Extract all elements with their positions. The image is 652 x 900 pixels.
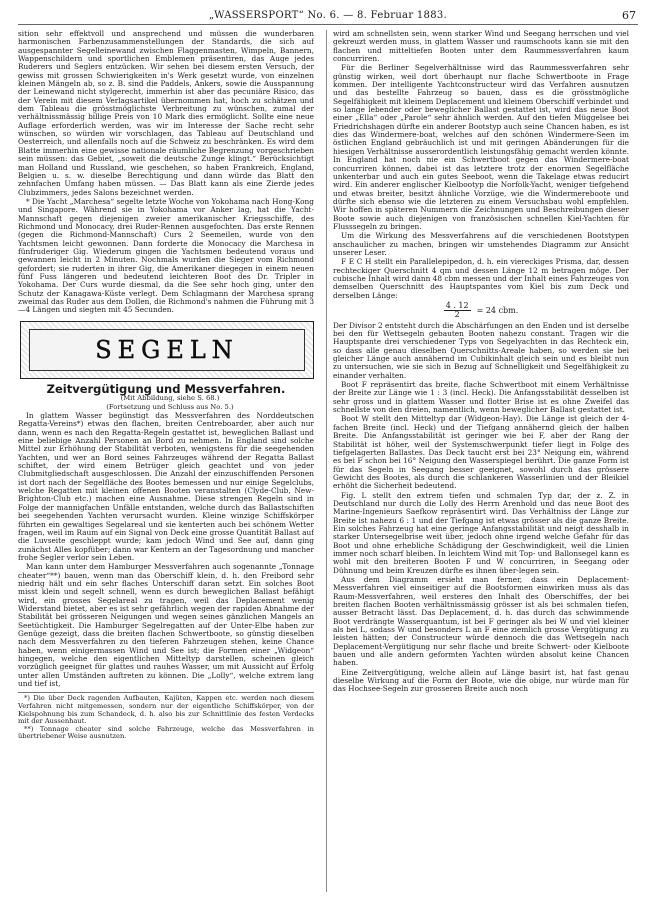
denominator: 2 [454,310,460,320]
paragraph: Aus dem Diagramm ersieht man ferner, dass ein Deplacement-Messverfahren viel einseitiger auf die Bootsformen einwirken muss als das Raum-Messverfahren, weil ersteres den Inhalt des Oberschiffes, der bei breiten flachen Booten verhältnissmässig grösser ist als bei schmalen tiefen, ausser Betracht lässt. Das Deplacement, d. h. das durch das schwimmende Boot verdrängte Wasserquantum, ist bei F geringer als bei W und viel kleiner als bei L, sodass W und besonders L an F eine ziemlich grosse Vergütigung zu leisten hätten; der Constructeur würde dennoch die das Wettsegeln nach Deplacement-Vergütigung nur sehr flache und breite Schwert- oder Kielboote bauen und alle andern geformten Yachten würden absolut keine Chancen haben. [333,575,629,668]
paragraph: * Die Yacht „Marchesa“ segelte letzte Woche von Yokohama nach Hong-Kong und Singapore. Während sie in Yokohama vor Anker lag, hat die Yacht-Mannschaft gegen diejenigen zweier amerikanischer Kriegsschiffe, des Richmond und Monocacy, drei Ruder-Rennen ausgefochten. Das erste Rennen (gegen die Richmond-Mannschaft) Curs 2 Seemeilen, wurde von den Yachtsmen leicht gewonnen. Dann forderte die Monocacy die Marchesa in fünfruderiger Gig. Wiederum gingen die Yachtsmen bedeutend voraus und gewannen leicht in 2 Minuten. Nochmals wurden die Sieger vom Richmond gefordert; sie ruderten in ihrer Gig, die Amerikaner diegegen in einem neuen fünf Fuss längeren und bedeutend leichteren Boot des Dr. Tripler in Yokohama. Der Curs wurde diesmal, da die See sehr hoch ging, unter den Schutz der Kanagawa-Küste verlegt. Dem Schlagmann der Marchesa sprang zweimal das Ruder aus dem Dollen, die Richmond's nahmen die Führung mit 3—4 Längen und siegten mit 45 Secunden. [18,196,314,315]
paragraph: F E C H stellt ein Parallelepipedon, d. h. ein viereckiges Prisma, dar, dessen rechteckiger Querschnitt 4 qm und dessen Länge 12 m betragen möge. Der cubische Inhalt wird dann 48 cbm messen und der Inhalt eines Fahrzeuges von demselben Querschnitt des Hauptspantes vom Kiel bis zum Deck und derselben Länge: [333,257,629,300]
section-title: SEGELN [95,335,239,364]
article-subtitle: (Mit Abbildung, siehe S. 68.) [120,394,220,403]
banner-frame [29,329,305,371]
article-title: Zeitvergütigung und Messverfahren. [46,381,286,396]
paragraph: Fig. L stellt den extrem tiefen und schmalen Typ dar, der z. Z. in Deutschland nur durch die Lolly des Herrn Arenhold und das neue Boot des Marine-Ingenieurs Saefkow repräsentirt wird. Das Verhältniss der Länge zur Breite ist nahezu 6 : 1 und der Tiefgang ist etwas grösser als die ganze Breite. Ein solches Fahrzeug hat eine geringe Anfangsstabilität und neigt desshalb in starker Untersegelbrise weit über, jedoch ohne irgend welche Gefahr für das Boot und ohne erhebliche Schädigung der Geschwindigkeit, weil die Linien immer noch scharf bleiben. In leichtem Wind mit Top- und Ballonsegel kann es wohl mit den breiteren Booten F und W concurriren, in Seegang oder Dühnung und beim Kreuzen dürfte es ihnen über-legen sein. [333,490,629,575]
section-banner [20,321,314,379]
paragraph: Man kann unter dem Hamburger Messverfahren auch sogenannte „Tonnage cheater“**) bauen, wenn man das Oberschiff klein, d. h. den Freibord sehr niedrig hält und ein sehr flaches Unterschiff daran setzt. Ein solches Boot misst klein und segelt schnell, wenn es durch beweglichen Ballast befähigt wird, ein grosses Segelareal zu tragen, weil das Deplacement wenig Widerstand bietet, aber es ist sehr gefährlich wegen der rapiden Abnahme der Stabilität bei grösseren Neigungen und wegen seines gänzlichen Mangels an Seetüchtigkeit. Die Hamburger Segelregatten auf der Unter-Elbe haben zur Genüge gezeigt, dass die breiten flachen Schwertboote, so günstig dieselben nach dem Messverfahren zu den tieferen Fahrzeugen stehen, keine Chance haben, wenn einigermassen Wind und See ist; die Formen einer „Widgeon“ hingegen, welche den eigentlichen Mitteltyp darstellen, scheinen gleich vorzüglich geeignet für glattes und rauhes Wasser, um mit Aussicht auf Erfolg unter allen Umständen auftreten zu können. Die „Lolly“, welche extrem lang und tief ist, [18,562,314,689]
fraction [444,302,471,320]
article-continuation: (Fortsetzung und Schluss aus No. 5.) [106,403,234,412]
paragraph: sition sehr effektvoll und ansprechend und müssen die wunderbaren harmonischen Farbenzusammenstellungen der Standards, die sich auf ausgespannter Segelleinewand zwischen Flaggenmasten, Wimpeln, Bannern, Wappenschildern und sportlichen Emblemen präsentiren, das Auge jedes Ruderers und Seglers entzücken. Wir sehen bei diesem ersten Versuch, der gewiss mit grossen Schwierigkeiten in's Werk gesetzt wurde, von einzelnen kleinen Mängeln ab, so z. B. sind die Paddels, Ankers, sowie die Ausspannung der Leinewand nicht stylgerecht, immerhin ist aber das pecuniäre Risico, das der Verein mit diesem Verlagsartikel übernommen hat, hoch zu schätzen und dem Tableau die grösstmöglichste Verbreitung zu wünschen, zumal der verhältnissmässig billige Preis von 10 Mark dies ermöglicht. Sollte eine neue Auflage erforderlich werden, was wir im Interesse der Sache recht sehr wünschen, so würden wir vorschlagen, das Tableau auf Deutschland und Oesterreich, und allenfalls noch auf die Schweiz zu beschränken. Es wird dem Blatte immerhin eine gewisse nationale räumliche Begrenzung vorgeschrieben sein müssen: das Gebiet, „soweit die deutsche Zunge klingt.“ Berücksichtigt man Holland und Russland, wie geschehen, so haben Frankreich, England, Belgien u. s. w. dieselbe Berechtigung und dann würde das Blatt den zehnfachen Umfang haben müssen. — Das Blatt kann als eine Zierde jedes Clubzimmers, jedes Salons bezeichnet werden. [18,30,314,197]
running-head: „WASSERSPORT“ No. 6. — 8. Februar 1883. [208,10,448,21]
column-divider [326,30,327,892]
formula [333,302,629,320]
paragraph: Boot F repräsentirt das breite, flache Schwertboot mit einem Verhältnisse der Breite zur Länge wie 1 : 3 (incl. Heck). Die Anfangsstabilität desselben ist sehr gross und in glattem Wasser und flotter Brise ist es ohne Zweifel das schnellste von den dreien, namentlich, wenn beweglicher Ballast gestattet ist. [333,380,629,415]
paragraph: Boot W stellt den Mitteltyp dar (Widgeon-Hay). Die Länge ist gleich der 4-fachen Breite (incl. Heck) und der Tiefgang annähernd gleich der halben Breite. Die Anfangsstabilität ist geringer wie bei F, aber der Rang der Stabilität ist höher, weil der Systemschwerpunkt tiefer liegt in Folge des tiefgelagerten Ballastes. Das Deck taucht erst bei 23° Neigung ein, während es bei F schon bei 16° Neigung den Wasserspiegel berührt. Die ganze Form ist für das Segeln in Seegang besser geeignet, sowohl durch das grössere Gewicht des Bootes, als durch die schlankeren Wasserlinien und der Bleikiel erhöht die Sicherheit bedeutend. [333,414,629,491]
footnote: *) Die über Deck ragenden Aufbauten, Kajüten, Kappen etc. werden nach diesem Verfahren nicht mitgemessen, sondern nur der eigentliche Schiffskörper, von der Kielspohnung bis zum Schandeck, d. h. also bis zur Schnittlinie des festen Verdecks mit der Aussenhaut. [18,694,314,726]
footnote: **) Tonnage cheater sind solche Fahrzeuge, welche das Messverfahren in übertriebener Weise ausnutzen. [18,724,314,741]
formula-result: = 24 cbm. [476,305,519,315]
numerator: 4 . 12 [445,301,469,310]
right-column [333,30,629,892]
paragraph: Der Divisor 2 entsteht durch die Abschärfungen an den Enden und ist derselbe bei den für Wettsegeln gebauten Booten nahezu constant. Tragen wir die Hauptspante drei verschiedener Typs von Segelyachten in das Rechteck ein, so dass alle genau dieselben Querschnitts-Areale haben, so werden sie bei gleicher Länge auch annähernd im Cubikinhalt gleich sein und es bleibt nun zu untersuchen, wie sie sich in Bezug auf Schnelligkeit und Segelfähigkeit zu einander verhalten. [333,320,629,380]
footnotes [18,692,314,741]
paragraph: In glattem Wasser begünstigt das Messverfahren des Norddeutschen Regatta-Vereins*) etwas den flachen, breiten Centreboarder, aber auch nur dann, wenn es nach den Regatta-Regeln gestattet ist, beweglichen Ballast und eine beliebige Anzahl Personen an Bord zu nehmen. In England sind solche Mittel zur Erhöhung der Stabilität verboten, wenigstens für die seegehenden Yachten, und wer an Bord seines Fahrzeuges während der Regatta Ballast schiftet, der wird einem Betrüger gleich geachtet und von jeder Clubmitgliedschaft ausgeschlossen. Die Anzahl der einzuschiffenden Personen ist dort nach der Segelfläche des Bootes bemessen und nur einige Segelclubs, welche Regatten mit kleinen offenen Booten veranstalten (Clyde-Club, New-Brighton-Club etc.) machen eine Ausnahme. Diese strengen Regeln sind in Folge der mannigfachen Unfälle entstanden, welche durch das Ballastschiften bei seegehenden Yachten verursacht wurden. Kleine winzige Schiffskörper führten ein gewaltiges Segelareal und sie kenterten auch bei schönem Wetter fragen, weil im Raum auf ein Signal von Deck eine grosse Quantität Ballast auf die Luvseite geschleppt wurde; kam jedoch Wind und See auf, dann ging zunächst Alles kopfüber; dann war Kentern an der Tagesordnung und mancher frohe Segler verlor sein Leben. [18,411,314,562]
left-column [18,30,314,892]
paragraph: wird am schnellsten sein, wenn starker Wind und Seegang herrschen und viel gekreuzt werden muss, in glattem Wasser und raumschoots kann sie mit den flachen und mitteltiefen Booten unter dem Raummessverfahren kaum concurriren. [333,30,629,64]
paragraph: Um die Wirkung des Messverfahrens auf die verschiedenen Bootstypen anschaulicher zu machen, bringen wir umstehendes Diagramm zur Ansicht unserer Leser. [333,231,629,257]
page-number: 67 [622,9,636,22]
page-header [18,10,638,25]
paragraph: Eine Zeitvergütigung, welche allein auf Länge basirt ist, hat fast genau dieselbe Wirkung auf die Form der Boote, wie die obige, nur würde man für das Hochsee-Segeln zur grosseren Breite auch noch [333,667,629,694]
paragraph: Für die Berliner Segelverhältnisse wird das Raummessverfahren sehr günstig wirken, weil dort überhaupt nur flache Schwertboote in Frage kommen. Der intelligente Yachtconstructeur wird das Verfahren ausnutzen und das bestellte Fahrzeug so bauen, dass es die grösstmögliche Segelfähigkeit mit kleinem Deplacement und kleinem Oberschiff verbindet und so lange lebender oder beweglicher Ballast gestattet ist, wird das neue Boot einer „Ella“ oder „Parole“ sehr ähnlich werden. Auf den tiefen Müggelsee bei Friedrichshagen dürfte ein anderer Bootstyp auch seine Chancen haben, es ist dies das Windermere-boat, welches auf den schönen Windermere-Seen im östlichen England gebräuchlich ist und mit geringen Abänderungen für die hiesigen Verhältnisse ausserordentlich leistungsfähig gemacht werden könnte. In England hat noch nie ein Schwertboot gegen das Windermere-boat concurriren können, dabei ist das letztere trotz der enormen Segelfläche unkenterbar und auch ein gutes Seeboot, wenn die Takelage etwas reducirt wird. Ein anderer englischer Kielbootyp die Norfolk-Yacht, weniger tiefgehend und etwas breiter, besitzt ähnliche Vorzüge, wie die Windermereboote und dürfte sich ebenso wie die letzteren zu einem Versuchsbau wohl empfehlen. Wir hoffen in späteren Nummern die Zeichnungen und Beschreibungen dieser Boote sowie auch diejenigen von französischen schnellen Kiel-Yachten für Flusssegeln zu bringen. [333,63,629,231]
